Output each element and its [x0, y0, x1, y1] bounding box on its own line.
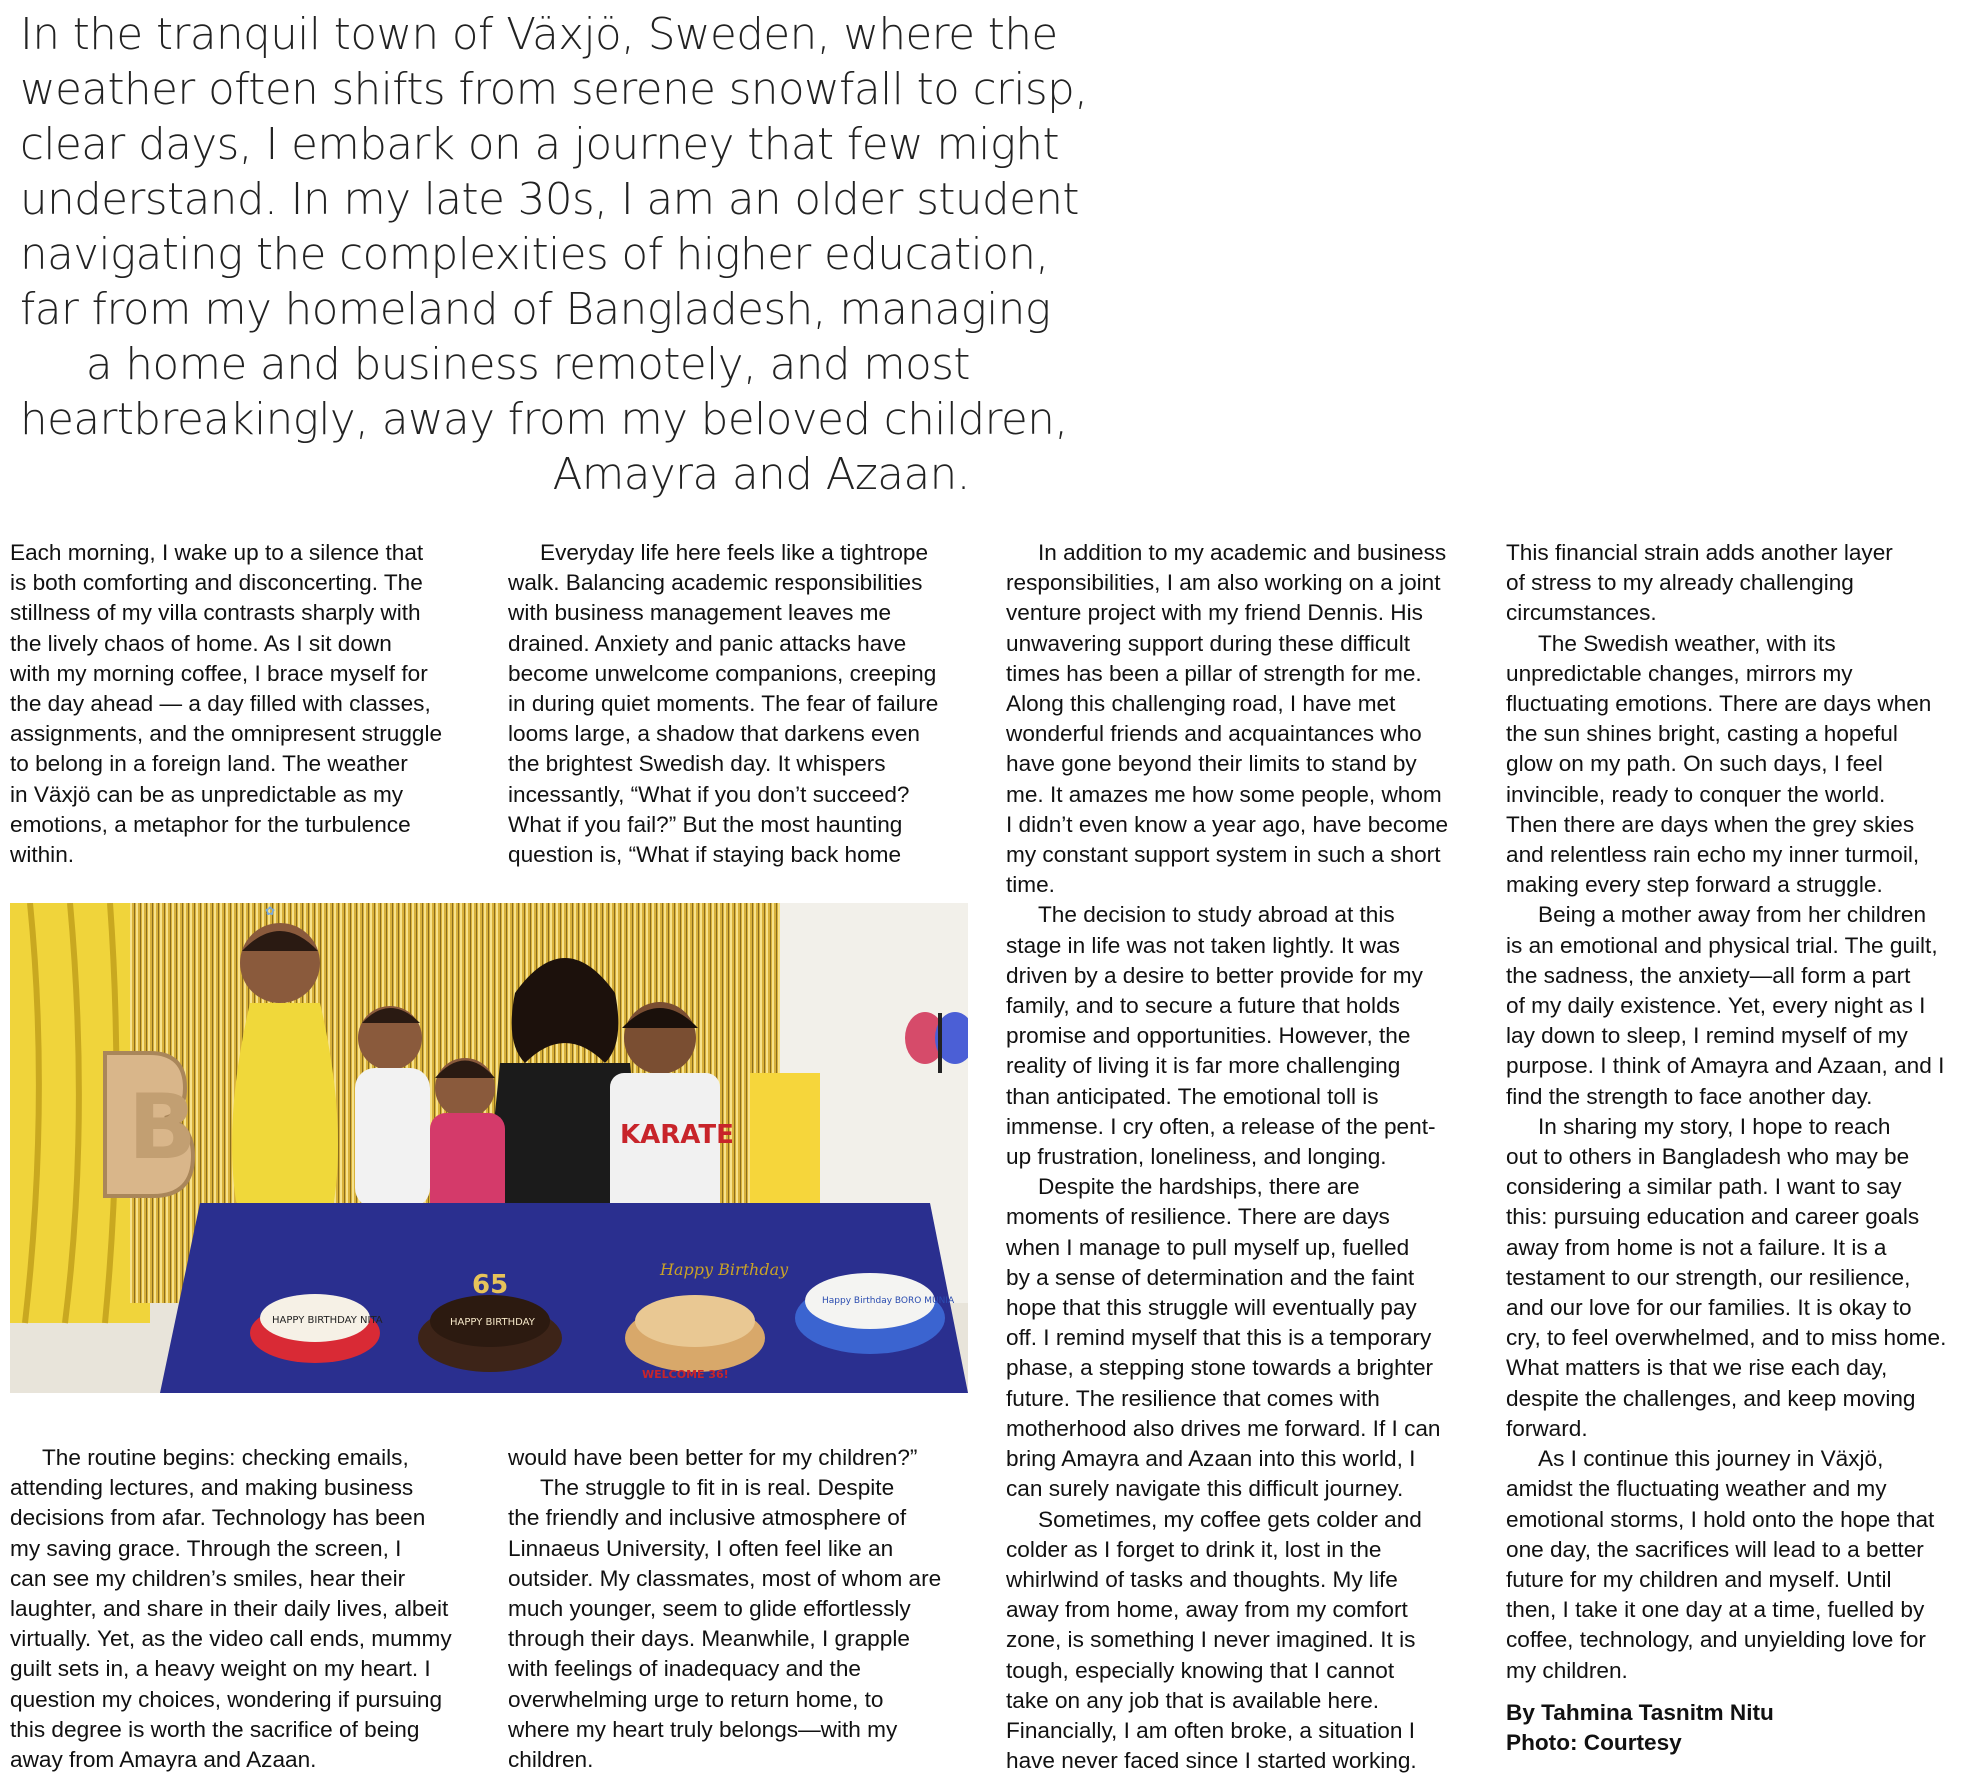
- body-line: This financial strain adds another layer: [1506, 540, 1893, 565]
- body-line: of stress to my already challenging: [1506, 570, 1854, 596]
- body-line: unpredictable changes, mirrors my: [1506, 660, 1853, 686]
- body-line: venture project with my friend Dennis. His: [1006, 600, 1423, 626]
- body-line: the lively chaos of home. As I sit down: [10, 630, 392, 656]
- body-line: drained. Anxiety and panic attacks have: [508, 630, 907, 656]
- body-line: lay down to sleep, I remind myself of my: [1506, 1023, 1908, 1049]
- body-line: this: pursuing education and career goals: [1506, 1204, 1920, 1230]
- body-line: with my morning coffee, I brace myself for: [10, 660, 428, 686]
- body-line: is an emotional and physical trial. The guilt,: [1506, 932, 1938, 958]
- body-line: than anticipated. The emotional toll is: [1006, 1083, 1379, 1109]
- photo-credit: Photo: Courtesy: [1506, 1729, 1682, 1755]
- body-line: question my choices, wondering if pursuing: [10, 1686, 443, 1712]
- balloon-letter-text: B: [128, 1075, 197, 1180]
- body-line: family, and to secure a future that holds: [1006, 993, 1400, 1019]
- body-line: when I manage to pull myself up, fuelled: [1006, 1234, 1410, 1260]
- body-line: walk. Balancing academic responsibilities: [508, 570, 923, 596]
- body-line: considering a similar path. I want to say: [1506, 1174, 1902, 1200]
- intro-line: clear days, I embark on a journey that few might: [20, 120, 1060, 170]
- body-line: find the strength to face another day.: [1506, 1083, 1873, 1109]
- body-line: take on any job that is available here.: [1006, 1687, 1380, 1713]
- body-line: colder as I forget to drink it, lost in the: [1006, 1536, 1382, 1562]
- body-line: bring Amayra and Azaan into this world, I: [1006, 1446, 1416, 1472]
- body-line: What if you fail?” But the most haunting: [508, 811, 903, 837]
- body-line: my children.: [1506, 1657, 1628, 1683]
- body-line: Linnaeus University, I often feel like an: [508, 1535, 894, 1561]
- body-line: Despite the hardships, there are: [1038, 1174, 1360, 1200]
- body-line: The struggle to fit in is real. Despite: [540, 1475, 895, 1501]
- body-line: away from home, away from my comfort: [1006, 1597, 1408, 1623]
- body-line: Everyday life here feels like a tightrope: [540, 540, 929, 565]
- body-line: coffee, technology, and unyielding love for: [1506, 1627, 1926, 1653]
- body-line: outsider. My classmates, most of whom are: [508, 1565, 942, 1591]
- intro-line: a home and business remotely, and most: [85, 340, 970, 390]
- intro-line: heartbreakingly, away from my beloved children,: [20, 395, 1068, 445]
- column-1-top: [10, 538, 480, 870]
- body-line: tough, especially knowing that I cannot: [1006, 1657, 1395, 1683]
- body-line: of my daily existence. Yet, every night as I: [1506, 993, 1926, 1019]
- welcome-banner-text: WELCOME 36!: [642, 1368, 729, 1381]
- intro-line: understand. In my late 30s, I am an older student: [20, 175, 1079, 225]
- body-line: What matters is that we rise each day,: [1506, 1355, 1888, 1381]
- column-4: [1506, 538, 1966, 1758]
- body-line: Being a mother away from her children: [1538, 902, 1927, 928]
- body-line: would have been better for my children?”: [508, 1445, 918, 1470]
- body-line: the friendly and inclusive atmosphere of: [508, 1505, 907, 1531]
- body-line: away from Amayra and Azaan.: [10, 1747, 317, 1773]
- body-line: unwavering support during these difficult: [1006, 630, 1411, 656]
- body-line: The Swedish weather, with its: [1538, 630, 1836, 656]
- intro-line: navigating the complexities of higher education,: [20, 230, 1049, 280]
- body-line: hope that this struggle will eventually pay: [1006, 1295, 1417, 1321]
- body-line: is both comforting and disconcerting. The: [10, 570, 423, 596]
- body-line: immense. I cry often, a release of the pent-: [1006, 1113, 1436, 1139]
- body-line: have never faced since I started working.: [1006, 1748, 1417, 1774]
- body-line: Each morning, I wake up to a silence that: [10, 540, 424, 565]
- body-line: In addition to my academic and business: [1038, 540, 1447, 565]
- author-byline: By Tahmina Tasnitm Nitu: [1506, 1699, 1774, 1725]
- body-line: The decision to study abroad at this: [1038, 902, 1395, 928]
- body-line: circumstances.: [1506, 600, 1657, 626]
- body-line: In sharing my story, I hope to reach: [1538, 1113, 1891, 1139]
- body-line: reality of living it is far more challenging: [1006, 1053, 1401, 1079]
- body-line: amidst the fluctuating weather and my: [1506, 1476, 1887, 1502]
- body-line: glow on my path. On such days, I feel: [1506, 751, 1883, 777]
- body-line: then, I take it one day at a time, fuelled by: [1506, 1597, 1925, 1623]
- body-line: whirlwind of tasks and thoughts. My life: [1006, 1566, 1398, 1592]
- body-line: future. The resilience that comes with: [1006, 1385, 1380, 1411]
- body-line: become unwelcome companions, creeping: [508, 660, 937, 686]
- body-line: The routine begins: checking emails,: [42, 1445, 409, 1470]
- body-line: guilt sets in, a heavy weight on my heart. I: [10, 1656, 431, 1682]
- body-line: Financially, I am often broke, a situation I: [1006, 1717, 1415, 1743]
- body-line: by a sense of determination and the faint: [1006, 1264, 1415, 1290]
- body-line: and our love for our families. It is okay to: [1506, 1295, 1912, 1321]
- body-line: promise and opportunities. However, the: [1006, 1023, 1411, 1049]
- body-line: out to others in Bangladesh who may be: [1506, 1144, 1910, 1170]
- body-line: overwhelming urge to return home, to: [508, 1686, 884, 1712]
- body-line: one day, the sacrifices will lead to a better: [1506, 1536, 1924, 1562]
- photo-illustration: [10, 903, 968, 1393]
- body-line: where my heart truly belongs—with my: [508, 1716, 898, 1742]
- body-line: the sun shines bright, casting a hopeful: [1506, 721, 1898, 747]
- body-line: responsibilities, I am also working on a joint: [1006, 570, 1441, 596]
- body-line: much younger, seem to glide effortlessly: [508, 1596, 911, 1622]
- intro-line: far from my homeland of Bangladesh, managing: [20, 285, 1051, 335]
- body-line: future for my children and myself. Until: [1506, 1566, 1892, 1592]
- family-birthday-photo: [10, 903, 968, 1393]
- body-line: away from home is not a failure. It is a: [1506, 1234, 1887, 1260]
- body-line: stillness of my villa contrasts sharply with: [10, 600, 421, 626]
- body-line: up frustration, loneliness, and longing.: [1006, 1144, 1387, 1170]
- body-line: virtually. Yet, as the video call ends, mummy: [10, 1626, 452, 1652]
- body-line: time.: [1006, 872, 1055, 898]
- body-line: the day ahead — a day filled with classes,: [10, 691, 431, 717]
- body-line: phase, a stepping stone towards a brighter: [1006, 1355, 1434, 1381]
- body-line: have gone beyond their limits to stand by: [1006, 751, 1417, 777]
- gold-balloon-letter: [105, 1053, 197, 1196]
- cake-2-text: HAPPY BIRTHDAY: [450, 1317, 535, 1328]
- body-line: can see my children’s smiles, hear their: [10, 1565, 406, 1591]
- body-line: despite the challenges, and keep moving: [1506, 1385, 1916, 1411]
- body-line: can surely navigate this difficult journey.: [1006, 1476, 1404, 1502]
- intro-line: Amayra and Azaan.: [552, 450, 970, 500]
- column-2-bottom: [508, 1443, 978, 1775]
- body-line: assignments, and the omnipresent struggle: [10, 721, 443, 747]
- hair-bow-icon: ✿: [265, 904, 276, 918]
- body-line: the sadness, the anxiety—all form a part: [1506, 962, 1911, 988]
- body-line: Sometimes, my coffee gets colder and: [1038, 1506, 1422, 1532]
- cake-1-text: HAPPY BIRTHDAY NITA: [272, 1315, 383, 1326]
- body-line: decisions from afar. Technology has been: [10, 1505, 426, 1531]
- body-line: looms large, a shadow that darkens even: [508, 721, 920, 747]
- body-line: motherhood also drives me forward. If I can: [1006, 1415, 1441, 1441]
- candle-numbers: 65: [472, 1270, 509, 1300]
- cake-4-text: Happy Birthday BORO MUNIA: [822, 1296, 955, 1306]
- body-line: cry, to feel overwhelmed, and to miss home.: [1506, 1325, 1947, 1351]
- shirt-text: KARATE: [620, 1120, 734, 1150]
- body-line: to belong in a foreign land. The weather: [10, 751, 408, 777]
- body-line: this degree is worth the sacrifice of being: [10, 1716, 420, 1742]
- body-line: fluctuating emotions. There are days when: [1506, 691, 1932, 717]
- body-line: zone, is something I never imagined. It is: [1006, 1627, 1416, 1653]
- body-line: incessantly, “What if you don’t succeed?: [508, 781, 910, 807]
- body-line: Along this challenging road, I have met: [1006, 691, 1396, 717]
- column-1-bottom: [10, 1443, 480, 1775]
- body-line: laughter, and share in their daily lives, albeit: [10, 1596, 449, 1622]
- body-line: I didn’t even know a year ago, have become: [1006, 811, 1449, 837]
- column-2-top: [508, 538, 978, 870]
- body-line: within.: [10, 842, 75, 868]
- body-line: Then there are days when the grey skies: [1506, 811, 1915, 837]
- body-line: times has been a pillar of strength for me.: [1006, 660, 1422, 686]
- intro-line: In the tranquil town of Växjö, Sweden, where the: [20, 10, 1058, 60]
- child-white-shirt: [355, 1006, 430, 1208]
- body-line: the brightest Swedish day. It whispers: [508, 751, 886, 777]
- body-line: purpose. I think of Amayra and Azaan, and I: [1506, 1053, 1945, 1079]
- intro-line: weather often shifts from serene snowfall to crisp,: [20, 65, 1088, 115]
- intro-deck: [20, 8, 1088, 500]
- body-line: with feelings of inadequacy and the: [508, 1656, 861, 1682]
- body-line: with business management leaves me: [508, 600, 892, 626]
- column-3: [1006, 538, 1486, 1776]
- body-line: me. It amazes me how some people, whom: [1006, 781, 1442, 807]
- body-line: forward.: [1506, 1415, 1588, 1441]
- body-line: making every step forward a struggle.: [1506, 872, 1883, 898]
- body-line: As I continue this journey in Växjö,: [1538, 1446, 1884, 1472]
- body-line: testament to our strength, our resilience,: [1506, 1264, 1911, 1290]
- body-line: invincible, ready to conquer the world.: [1506, 781, 1886, 807]
- body-line: off. I remind myself that this is a temporary: [1006, 1325, 1432, 1351]
- body-line: driven by a desire to better provide for my: [1006, 962, 1423, 988]
- body-line: my constant support system in such a short: [1006, 842, 1441, 868]
- body-line: in during quiet moments. The fear of failure: [508, 691, 939, 717]
- body-line: stage in life was not taken lightly. It was: [1006, 932, 1400, 958]
- body-line: emotional storms, I hold onto the hope that: [1506, 1506, 1935, 1532]
- body-line: emotions, a metaphor for the turbulence: [10, 811, 411, 837]
- body-line: and relentless rain echo my inner turmoil,: [1506, 842, 1920, 868]
- cake-3-topper-text: Happy Birthday: [660, 1260, 789, 1279]
- body-line: moments of resilience. There are days: [1006, 1204, 1390, 1230]
- body-line: question is, “What if staying back home: [508, 842, 902, 868]
- body-line: my saving grace. Through the screen, I: [10, 1535, 402, 1561]
- body-line: in Växjö can be as unpredictable as my: [10, 781, 404, 807]
- body-line: wonderful friends and acquaintances who: [1006, 721, 1422, 747]
- body-line: through their days. Meanwhile, I grapple: [508, 1626, 910, 1652]
- body-line: attending lectures, and making business: [10, 1475, 414, 1501]
- body-line: children.: [508, 1747, 594, 1773]
